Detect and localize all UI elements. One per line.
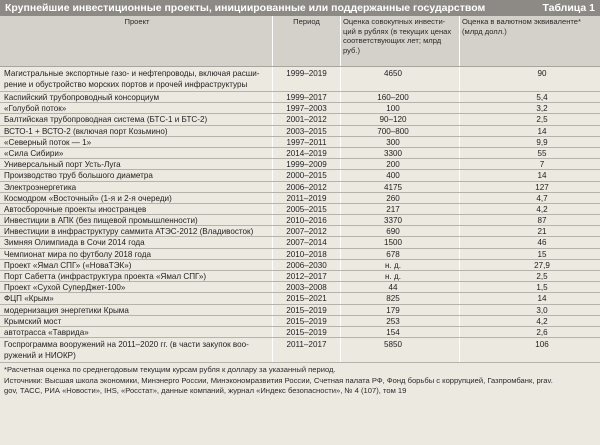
table-row	[0, 159, 600, 170]
header-project: Проект	[0, 16, 273, 66]
cell-usd: 4,7	[536, 193, 548, 203]
table-row	[0, 193, 600, 204]
cell-project: ВСТО-1 + ВСТО-2 (включая порт Козьмино)	[0, 126, 273, 136]
cell-period: 2010–2016	[273, 215, 341, 225]
table-row	[0, 204, 600, 215]
table-row	[0, 114, 600, 125]
cell-project: Автосборочные проекты иностранцев	[0, 204, 273, 214]
cell-period: 2011–2019	[273, 193, 341, 203]
cell-rub: 44	[341, 282, 460, 292]
cell-period: 2006–2012	[273, 182, 341, 192]
cell-period: 1997–2011	[273, 137, 341, 147]
cell-project: «Северный поток — 1»	[0, 137, 273, 147]
cell-usd: 4,2	[536, 204, 548, 214]
cell-project: Балтийская трубопроводная система (БТС-1 и БТС-2)	[0, 114, 273, 124]
cell-project: «Голубой поток»	[0, 103, 273, 113]
table-notes	[0, 363, 600, 399]
table-row	[0, 249, 600, 260]
cell-project: Проект «Сухой СуперДжет-100»	[0, 282, 273, 292]
cell-project: Крымский мост	[0, 316, 273, 326]
cell-project: Инвестиции в АПК (без пищевой промышленности)	[0, 215, 273, 225]
cell-usd: 4,2	[536, 316, 548, 326]
cell-rub: 217	[341, 204, 460, 214]
table-row	[0, 126, 600, 137]
table-row	[0, 338, 600, 363]
cell-project: ФЦП «Крым»	[0, 293, 273, 303]
table-row	[0, 226, 600, 237]
cell-project: Проект «Ямал СПГ» («НоваТЭК»)	[0, 260, 273, 270]
cell-rub: 400	[341, 170, 460, 180]
cell-rub: 1500	[341, 237, 460, 247]
table-row	[0, 67, 600, 92]
cell-period: 2003–2008	[273, 282, 341, 292]
cell-project: Универсальный порт Усть-Луга	[0, 159, 273, 169]
cell-rub: 200	[341, 159, 460, 169]
cell-rub: н. д.	[341, 271, 460, 281]
table-row	[0, 182, 600, 193]
cell-usd: 14	[537, 294, 547, 304]
cell-period: 2006–2030	[273, 260, 341, 270]
cell-usd: 15	[537, 249, 547, 259]
table-row	[0, 103, 600, 114]
cell-rub: 100	[341, 103, 460, 113]
cell-usd: 106	[535, 340, 549, 350]
header-usd: Оценка в валютном эквиваленте* (млрд долл.)	[462, 17, 581, 36]
cell-usd: 46	[537, 238, 547, 248]
cell-project: автотрасса «Таврида»	[0, 327, 273, 337]
cell-project: Электроэнергетика	[0, 182, 273, 192]
cell-period: 2007–2014	[273, 237, 341, 247]
cell-period: 1999–2019	[273, 67, 341, 91]
sources-line-1: Источники: Высшая школа экономики, Минэнерго России, Минэкономразвития России, Счетная палата РФ, Фонд борьбы с коррупцией, Газпромбанк, prav.	[4, 375, 553, 385]
cell-rub: 253	[341, 316, 460, 326]
cell-project: Производство труб большого диаметра	[0, 170, 273, 180]
cell-project: Каспийский трубопроводный консорциум	[0, 92, 273, 102]
cell-rub: 4650	[341, 67, 460, 91]
cell-period: 2007–2012	[273, 226, 341, 236]
sources-line-2: gov, ТАСС, РИА «Новости», IHS, «Росстат», данные компаний, журнал «Индекс безопасности», № 4 (107), том 19	[4, 386, 407, 396]
cell-rub: 700–800	[341, 126, 460, 136]
cell-usd: 127	[535, 182, 549, 192]
table-row	[0, 237, 600, 248]
table-title: Крупнейшие инвестиционные проекты, инициированные или поддержанные государством	[5, 2, 486, 14]
cell-usd: 14	[537, 171, 547, 181]
cell-period: 2014–2019	[273, 148, 341, 158]
cell-rub: 678	[341, 249, 460, 259]
cell-project: модернизация энергетики Крыма	[0, 305, 273, 315]
table-row	[0, 148, 600, 159]
cell-period: 2012–2017	[273, 271, 341, 281]
cell-project: «Сила Сибири»	[0, 148, 273, 158]
cell-period: 2015–2019	[273, 316, 341, 326]
cell-project: Магистральные экспортные газо- и нефтепроводы, включая расши-рение и обустройство морских портов и прочей инфраструктуры	[0, 67, 273, 91]
table-row	[0, 282, 600, 293]
table-row	[0, 327, 600, 338]
cell-period: 2011–2017	[273, 338, 341, 362]
cell-project: Космодром «Восточный» (1-я и 2-я очереди)	[0, 193, 273, 203]
cell-usd: 5,4	[536, 93, 548, 102]
table-row	[0, 170, 600, 181]
cell-usd: 3,0	[536, 305, 548, 315]
cell-usd: 90	[537, 69, 547, 78]
cell-period: 2000–2015	[273, 170, 341, 180]
cell-rub: 3300	[341, 148, 460, 158]
table-title-bar	[0, 0, 600, 16]
table-label: Таблица 1	[542, 2, 595, 14]
cell-period: 1997–2003	[273, 103, 341, 113]
cell-rub: 5850	[341, 338, 460, 362]
cell-rub: 300	[341, 137, 460, 147]
cell-usd: 2,5	[536, 115, 548, 125]
cell-project: Порт Сабетта (инфраструктура проекта «Ямал СПГ»)	[0, 271, 273, 281]
table-body	[0, 67, 600, 363]
table-row	[0, 92, 600, 103]
cell-rub: н. д.	[341, 260, 460, 270]
cell-period: 2010–2018	[273, 249, 341, 259]
table-row	[0, 305, 600, 316]
header-period: Период	[273, 16, 341, 66]
table-row	[0, 260, 600, 271]
cell-rub: 690	[341, 226, 460, 236]
cell-usd: 2,6	[536, 327, 548, 337]
cell-project: Госпрограмма вооружений на 2011–2020 гг. (в части закупок воо-ружений и НИОКР)	[0, 338, 273, 362]
cell-period: 2015–2019	[273, 327, 341, 337]
cell-usd: 1,5	[536, 283, 548, 293]
cell-usd: 2,5	[536, 272, 548, 281]
cell-usd: 21	[537, 227, 547, 237]
cell-project: Зимняя Олимпиада в Сочи 2014 года	[0, 237, 273, 247]
cell-project: Чемпионат мира по футболу 2018 года	[0, 249, 273, 259]
cell-rub: 154	[341, 327, 460, 337]
cell-rub: 3370	[341, 215, 460, 225]
table-row	[0, 316, 600, 327]
footnote: *Расчетная оценка по среднегодовым текущим курсам рубля к доллару за указанный период.	[4, 365, 336, 375]
cell-rub: 4175	[341, 182, 460, 192]
table-row	[0, 271, 600, 282]
cell-period: 1999–2017	[273, 92, 341, 102]
table-row	[0, 137, 600, 148]
cell-period: 1999–2009	[273, 159, 341, 169]
cell-project: Инвестиции в инфраструктуру саммита АТЭС-2012 (Владивосток)	[0, 226, 273, 236]
table-row	[0, 293, 600, 304]
table-row	[0, 215, 600, 226]
cell-rub: 179	[341, 305, 460, 315]
cell-period: 2003–2015	[273, 126, 341, 136]
cell-rub: 90–120	[341, 114, 460, 124]
cell-usd: 7	[539, 160, 545, 170]
cell-usd: 3,2	[536, 104, 548, 114]
cell-usd: 9,9	[536, 137, 548, 147]
cell-usd: 14	[537, 126, 547, 136]
cell-period: 2015–2021	[273, 293, 341, 303]
cell-usd: 87	[537, 216, 547, 226]
cell-rub: 260	[341, 193, 460, 203]
header-rub: Оценка совокупных инвести-ций в рублях (в текущих ценах соответствующих лет; млрд руб.)	[341, 16, 460, 66]
cell-rub: 825	[341, 293, 460, 303]
cell-usd: 27,9	[534, 260, 550, 270]
cell-usd: 55	[537, 148, 547, 158]
cell-rub: 160–200	[341, 92, 460, 102]
cell-period: 2015–2019	[273, 305, 341, 315]
cell-period: 2001–2012	[273, 114, 341, 124]
cell-period: 2005–2015	[273, 204, 341, 214]
table-header	[0, 16, 600, 67]
